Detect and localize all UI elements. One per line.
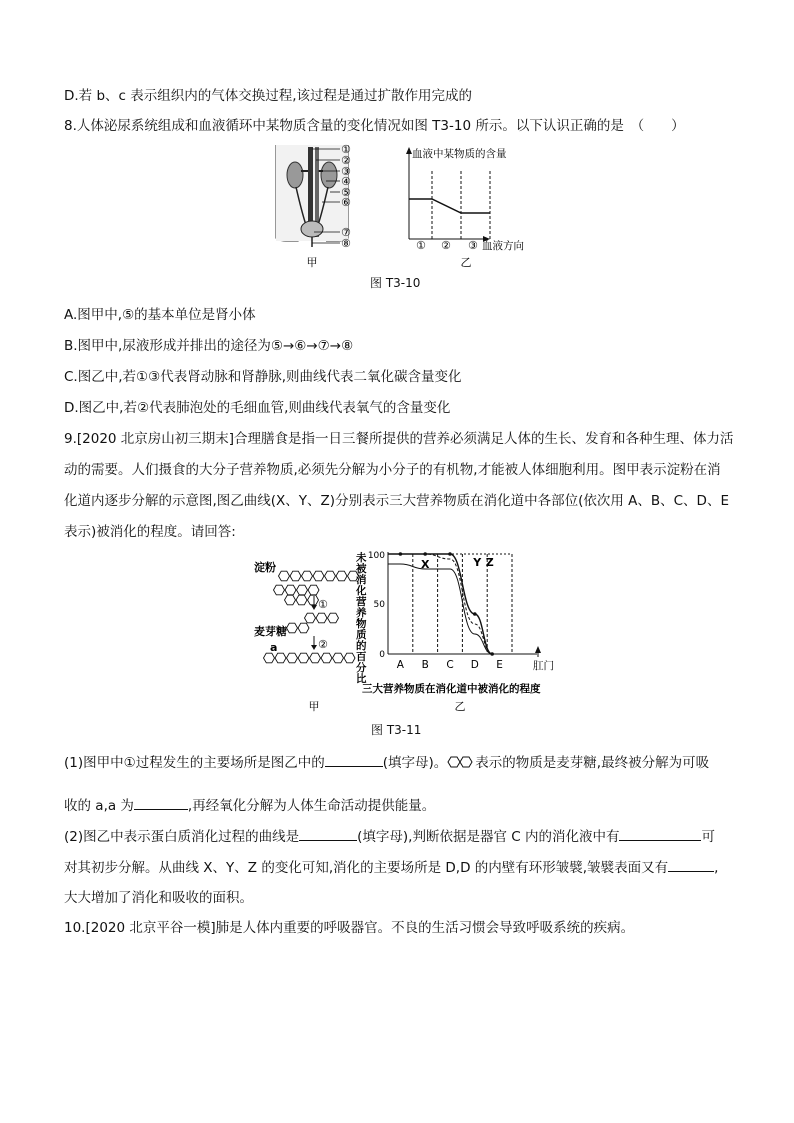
curve-z-point <box>448 552 452 556</box>
q9-2-text-a: (2)图乙中表示蛋白质消化过程的曲线是 <box>64 829 300 845</box>
glucose-unit-icon <box>296 595 307 605</box>
y-axis-label: 未被消化营养物质的百分比 <box>356 552 367 685</box>
q9-1-text-e: ,再经氧化分解为人体生命活动提供能量。 <box>187 798 436 814</box>
glucose-unit-icon <box>287 653 298 663</box>
curve-z-point <box>399 552 403 556</box>
marker-5: ⑤ <box>341 186 351 199</box>
label-maltose: 麦芽糖 <box>254 625 287 638</box>
question-9-part-2-end: 大大增加了消化和吸收的面积。 <box>64 890 253 906</box>
curve-z-point <box>473 612 477 616</box>
x-axis-label: 血液方向 <box>482 240 524 252</box>
answer-blank-2[interactable] <box>134 795 188 810</box>
question-9: 9.[2020 北京房山初三期末]合理膳食是指一日三餐所提供的营养必须满足人体的生长、发育和各种生理、体力活动的需要。人们摄食的大分子营养物质,必须先分解为小分子的有机物,才能被人体细胞利用。图甲表示淀粉在消化道内逐步分解的示意图,图乙曲线(X、Y、Z)分别表示三大营养物质在消化道中各部位(依次用 A、B、C、D、E 表示)被消化的程度。请回答: <box>64 431 734 540</box>
label-starch: 淀粉 <box>254 561 276 574</box>
glucose-unit-icon <box>287 623 298 633</box>
q9-2-text-b: (填字母),判断依据是器官 C 内的消化液中有 <box>357 829 620 845</box>
curve-x <box>388 564 492 654</box>
glucose-unit-icon <box>321 653 332 663</box>
x-axis-label: 三大营养物质在消化道中被消化的程度 <box>362 683 541 695</box>
label-jia: 甲 <box>306 256 318 269</box>
glucose-unit-icon <box>274 585 285 595</box>
marker-6: ⑥ <box>341 196 351 209</box>
glucose-unit-icon <box>308 595 319 605</box>
answer-blank-4[interactable] <box>619 826 701 841</box>
step-1-marker: ① <box>318 598 328 611</box>
label-a: a <box>270 641 278 654</box>
y-tick-0: 0 <box>379 650 385 660</box>
q9-1-text-d: 收的 a,a 为 <box>64 798 134 814</box>
region-label-c: C <box>446 659 454 671</box>
digestion-chart <box>355 551 554 713</box>
answer-blank-1[interactable] <box>325 752 383 767</box>
step-2-marker: ② <box>318 638 328 651</box>
option-d: D.图乙中,若②代表肺泡处的毛细血管,则曲线代表氧气的含量变化 <box>64 400 451 416</box>
question-9-part-2 <box>64 826 715 847</box>
glucose-unit-icon <box>285 585 296 595</box>
glucose-unit-icon <box>275 653 286 663</box>
glucose-unit-icon <box>308 585 319 595</box>
figure-t3-10 <box>268 143 538 271</box>
question-9-part-1 <box>64 752 709 773</box>
question-9-part-1-cont <box>64 795 435 816</box>
content-curve <box>409 199 490 213</box>
q9-1-text-c: 表示的物质是麦芽糖,最终被分解为可吸 <box>475 755 710 771</box>
glucose-unit-icon <box>302 571 313 581</box>
segment-2: ② <box>441 239 451 252</box>
curve-z-point <box>423 552 427 556</box>
segment-3: ③ <box>468 239 478 252</box>
glucose-unit-icon <box>344 653 355 663</box>
option-a: A.图甲中,⑤的基本单位是肾小体 <box>64 307 256 323</box>
marker-8: ⑧ <box>341 237 351 250</box>
q9-2-text-c: 可 <box>701 829 715 845</box>
glucose-unit-icon <box>297 585 308 595</box>
q9-2-text-e: , <box>714 860 719 876</box>
question-8: 8.人体泌尿系统组成和血液循环中某物质含量的变化情况如图 T3-10 所示。以下认识正确的是 （ ） <box>64 118 685 134</box>
label-jia-2: 甲 <box>308 700 320 713</box>
q9-1-text-a: (1)图甲中①过程发生的主要场所是图乙中的 <box>64 755 325 771</box>
glucose-unit-icon <box>313 571 324 581</box>
answer-blank-5[interactable] <box>668 857 714 872</box>
maltose-symbol-icon <box>447 756 475 768</box>
segment-1: ① <box>416 239 426 252</box>
glucose-unit-icon <box>328 613 339 623</box>
region-label-a: A <box>396 659 404 671</box>
marker-4: ④ <box>341 175 351 188</box>
answer-blank-3[interactable] <box>299 826 357 841</box>
y-axis-label: 血液中某物质的含量 <box>412 148 507 160</box>
glucose-unit-icon <box>310 653 321 663</box>
glucose-unit-icon <box>290 571 301 581</box>
y-tick-50: 50 <box>373 600 385 610</box>
starch-digestion-diagram <box>254 560 359 713</box>
glucose-unit-icon <box>305 613 316 623</box>
content-graph <box>406 147 524 269</box>
option-c: C.图乙中,若①③代表肾动脉和肾静脉,则曲线代表二氧化碳含量变化 <box>64 369 462 385</box>
marker-7: ⑦ <box>341 226 351 239</box>
figure-caption-t3-11: 图 T3-11 <box>371 723 422 737</box>
region-label-d: D <box>470 659 479 671</box>
curve-label-z: Z <box>485 556 494 569</box>
marker-1: ① <box>341 143 351 156</box>
q9-1-text-b: (填字母)。 <box>382 755 448 771</box>
glucose-unit-icon <box>336 571 347 581</box>
glucose-unit-icon <box>298 623 309 633</box>
glucose-unit-icon <box>279 571 290 581</box>
marker-2: ② <box>341 154 351 167</box>
label-yi: 乙 <box>460 256 472 269</box>
region-label-b: B <box>421 659 429 671</box>
curve-label-y: Y <box>473 556 482 569</box>
region-label-e: E <box>496 659 503 671</box>
option-d-previous: D.若 b、c 表示组织内的气体交换过程,该过程是通过扩散作用完成的 <box>64 88 473 104</box>
q9-2-text-d: 对其初步分解。从曲线 X、Y、Z 的变化可知,消化的主要场所是 D,D 的内壁有环形皱襞,皱襞表面又有 <box>64 860 669 876</box>
label-anus: 肛门 <box>533 660 554 672</box>
marker-3: ③ <box>341 165 351 178</box>
curve-z-point <box>490 652 494 656</box>
glucose-unit-icon <box>325 571 336 581</box>
figure-caption-t3-10: 图 T3-10 <box>370 276 421 290</box>
glucose-unit-icon <box>285 595 296 605</box>
question-10: 10.[2020 北京平谷一模]肺是人体内重要的呼吸器官。不良的生活习惯会导致呼吸系统的疾病。 <box>64 920 635 936</box>
figure-t3-11 <box>254 550 554 718</box>
glucose-unit-icon <box>264 653 275 663</box>
curve-label-x: X <box>420 558 430 571</box>
option-b: B.图甲中,尿液形成并排出的途径为⑤→⑥→⑦→⑧ <box>64 338 354 354</box>
glucose-unit-icon <box>298 653 309 663</box>
glucose-unit-icon <box>316 613 327 623</box>
glucose-unit-icon <box>333 653 344 663</box>
label-yi-2: 乙 <box>454 700 466 713</box>
question-9-part-2-cont <box>64 857 718 878</box>
y-tick-100: 100 <box>367 551 385 561</box>
